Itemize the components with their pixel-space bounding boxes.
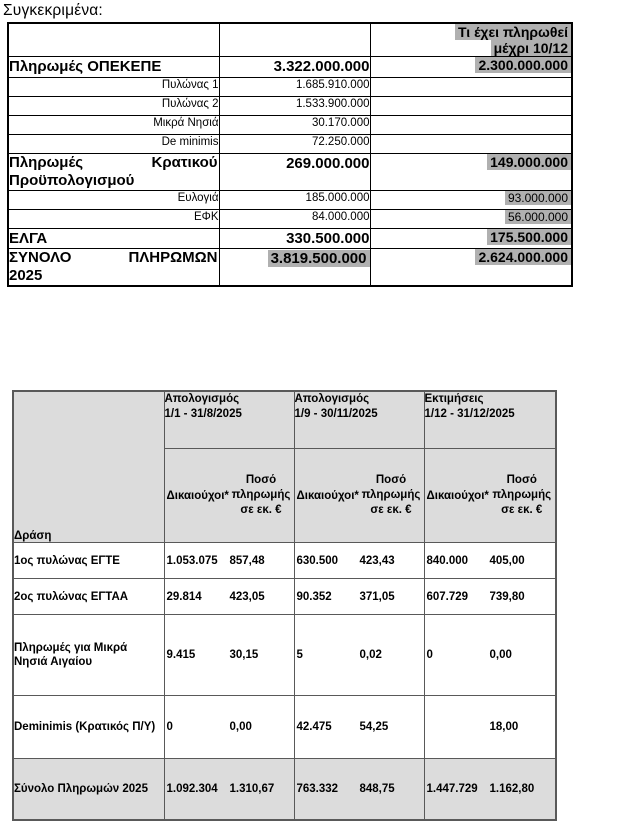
table-row [13, 696, 556, 759]
period-values-cell [164, 579, 294, 615]
row-label-cell: Μικρά Νησιά [8, 116, 219, 135]
amount-value: 18,00 [489, 721, 519, 733]
amount-value: 371,05 [359, 590, 395, 603]
amount-value: 30,15 [229, 649, 259, 661]
table-row [8, 135, 572, 154]
action-label-cell: Deminimis (Κρατικός Π/Υ) [13, 696, 164, 759]
subheader-pair [165, 473, 294, 518]
budget-amount-cell: 72.250.000 [219, 135, 370, 154]
value-pair [425, 555, 556, 567]
action-header-cell: Δράση [13, 391, 164, 543]
amount-value: 1.310,67 [229, 783, 275, 795]
row-label-cell: Πυλώνας 1 [8, 78, 219, 97]
beneficiaries-value: 0 [166, 721, 173, 733]
table-row [8, 210, 572, 229]
table-row [13, 615, 556, 696]
amount-value: 0,00 [229, 721, 252, 733]
beneficiaries-value: 42.475 [296, 721, 332, 733]
period-title: Απολογισμός [294, 393, 370, 405]
period-values-cell [294, 579, 424, 615]
beneficiaries-value: 29.814 [166, 590, 202, 603]
paid-amount-cell [370, 57, 572, 78]
row-label-cell: De minimis [8, 135, 219, 154]
paid-amount-cell [370, 249, 572, 287]
period-values-cell [424, 696, 556, 759]
table-row [13, 543, 556, 579]
value-pair [425, 649, 556, 661]
total-label-cell: Σύνολο Πληρωμών 2025 [13, 759, 164, 821]
beneficiaries-subheader: Δικαιούχοι* [166, 489, 229, 502]
row-label-cell: Πληρωμές ΟΠΕΚΕΠΕ [8, 57, 219, 78]
justified-label-line [9, 249, 219, 267]
value-pair [295, 591, 424, 603]
period-header-cell [164, 391, 294, 449]
beneficiaries-value: 0 [426, 649, 433, 661]
budget-amount-cell: 1.685.910.000 [219, 78, 370, 97]
period-values-cell [294, 759, 424, 821]
period-values-cell [164, 696, 294, 759]
period-values-cell [164, 615, 294, 696]
highlighted-amount: 56.000.000 [505, 210, 571, 224]
amount-value: 0,00 [489, 649, 512, 661]
highlighted-amount: 2.300.000.000 [475, 57, 571, 73]
value-pair [425, 783, 556, 795]
row-label-cell [8, 154, 219, 191]
value-pair [165, 721, 294, 733]
beneficiaries-value: 90.352 [296, 590, 332, 603]
paid-amount-cell [370, 135, 572, 154]
amount-value: 405,00 [489, 554, 525, 567]
value-pair [165, 591, 294, 603]
subheader-pair [425, 473, 556, 518]
period-values-cell [294, 615, 424, 696]
paid-amount-cell [370, 97, 572, 116]
amount-subheader: Ποσό πληρωμής σε εκ. € [361, 474, 421, 516]
payments-by-period-table [12, 390, 557, 821]
label-word: ΠΛΗΡΩΜΩΝ [128, 249, 218, 266]
action-label-cell: 2ος πυλώνας ΕΓΤΑΑ [13, 579, 164, 615]
period-range: 1/1 - 31/8/2025 [164, 408, 242, 420]
subheader-cell [424, 449, 556, 543]
table-row [8, 191, 572, 210]
beneficiaries-value: 630.500 [296, 554, 339, 567]
beneficiaries-value: 1.092.304 [166, 783, 218, 795]
table-row [8, 116, 572, 135]
header-empty-cell [8, 23, 219, 57]
value-pair [295, 649, 424, 661]
budget-amount-cell: 330.500.000 [219, 229, 370, 249]
period-title: Εκτιμήσεις [424, 393, 484, 405]
period-values-cell [294, 543, 424, 579]
table-row [8, 97, 572, 116]
paid-amount-cell [370, 78, 572, 97]
total-row [13, 759, 556, 821]
beneficiaries-value [427, 721, 490, 733]
paid-amount-cell [370, 191, 572, 210]
value-pair [295, 555, 424, 567]
beneficiaries-value: 1.447.729 [426, 783, 478, 795]
value-pair [425, 721, 556, 733]
paid-header-line [371, 40, 572, 56]
period-values-cell [424, 579, 556, 615]
period-range: 1/9 - 30/11/2025 [294, 408, 378, 420]
highlighted-amount: 149.000.000 [487, 154, 571, 170]
subheader-pair [295, 473, 424, 518]
highlighted-amount: 93.000.000 [505, 191, 571, 205]
amount-subheader: Ποσό πληρωμής σε εκ. € [492, 474, 552, 516]
highlighted-amount: 3.819.500.000 [268, 250, 370, 267]
period-values-cell [424, 615, 556, 696]
budget-amount-cell: 84.000.000 [219, 210, 370, 229]
amount-value: 0,02 [359, 649, 382, 661]
paid-amount-cell [370, 210, 572, 229]
budget-amount-cell: 185.000.000 [219, 191, 370, 210]
action-label-cell: 1ος πυλώνας ΕΓΤΕ [13, 543, 164, 579]
highlighted-text: μέχρι 10/12 [491, 40, 571, 56]
amount-value: 423,43 [359, 554, 395, 567]
value-pair [425, 591, 556, 603]
paid-amount-cell [370, 154, 572, 191]
period-title: Απολογισμός [164, 393, 240, 405]
beneficiaries-subheader: Δικαιούχοι* [426, 489, 489, 502]
action-label-cell: Πληρωμές για Μικρά Νησιά Αιγαίου [13, 615, 164, 696]
subheader-cell [294, 449, 424, 543]
period-values-cell [424, 543, 556, 579]
beneficiaries-value: 607.729 [426, 590, 469, 603]
budget-amount-cell [219, 249, 370, 287]
paid-amount-cell [370, 229, 572, 249]
budget-amount-cell: 1.533.900.000 [219, 97, 370, 116]
amount-value: 848,75 [359, 783, 395, 795]
period-header-row [13, 391, 556, 449]
period-values-cell [164, 543, 294, 579]
amount-value: 1.162,80 [489, 783, 535, 795]
table-row [8, 57, 572, 78]
amount-value: 739,80 [489, 590, 525, 603]
page-title: Συγκεκριμένα: [3, 2, 103, 19]
beneficiaries-value: 1.053.075 [166, 554, 218, 567]
row-label-cell: ΕΦΚ [8, 210, 219, 229]
label-word: Πληρωμές [9, 154, 84, 171]
label-line: Προϋπολογισμού [9, 172, 135, 189]
row-label-cell: Ευλογιά [8, 191, 219, 210]
table-row [13, 579, 556, 615]
label-word: Κρατικού [151, 154, 218, 171]
paid-column-header [370, 23, 572, 57]
value-pair [165, 555, 294, 567]
value-pair [295, 783, 424, 795]
budget-amount-cell: 3.322.000.000 [219, 57, 370, 78]
beneficiaries-subheader: Δικαιούχοι* [296, 489, 359, 502]
highlighted-text: Τι έχει πληρωθεί [455, 24, 571, 40]
row-label-cell: Πυλώνας 2 [8, 97, 219, 116]
budget-amount-cell: 269.000.000 [219, 154, 370, 191]
paid-amount-cell [370, 116, 572, 135]
header-empty-cell [219, 23, 370, 57]
amount-value: 54,25 [359, 721, 389, 733]
subheader-cell [164, 449, 294, 543]
label-line: 2025 [9, 267, 43, 284]
table-row [8, 154, 572, 191]
table-row [8, 229, 572, 249]
beneficiaries-value: 840.000 [426, 554, 469, 567]
table-header-row [8, 23, 572, 57]
period-header-cell [294, 391, 424, 449]
amount-value: 423,05 [229, 590, 265, 603]
label-word: ΣΥΝΟΛΟ [9, 249, 72, 266]
table-row [8, 78, 572, 97]
row-label-cell: ΕΛΓΑ [8, 229, 219, 249]
period-header-cell [424, 391, 556, 449]
period-values-cell [164, 759, 294, 821]
value-pair [295, 721, 424, 733]
beneficiaries-value: 9.415 [166, 649, 196, 661]
period-range: 1/12 - 31/12/2025 [424, 408, 515, 420]
beneficiaries-value: 5 [296, 649, 303, 661]
justified-label-line [9, 154, 219, 172]
highlighted-amount: 175.500.000 [487, 229, 571, 245]
value-pair [165, 649, 294, 661]
payments-summary-table [7, 22, 573, 287]
total-row [8, 249, 572, 287]
beneficiaries-value: 763.332 [296, 783, 339, 795]
amount-value: 857,48 [229, 554, 265, 567]
highlighted-amount: 2.624.000.000 [475, 249, 571, 265]
budget-amount-cell: 30.170.000 [219, 116, 370, 135]
value-pair [165, 783, 294, 795]
period-values-cell [424, 759, 556, 821]
paid-header-line [371, 24, 572, 40]
row-label-cell [8, 249, 219, 287]
period-values-cell [294, 696, 424, 759]
amount-subheader: Ποσό πληρωμής σε εκ. € [231, 474, 291, 516]
